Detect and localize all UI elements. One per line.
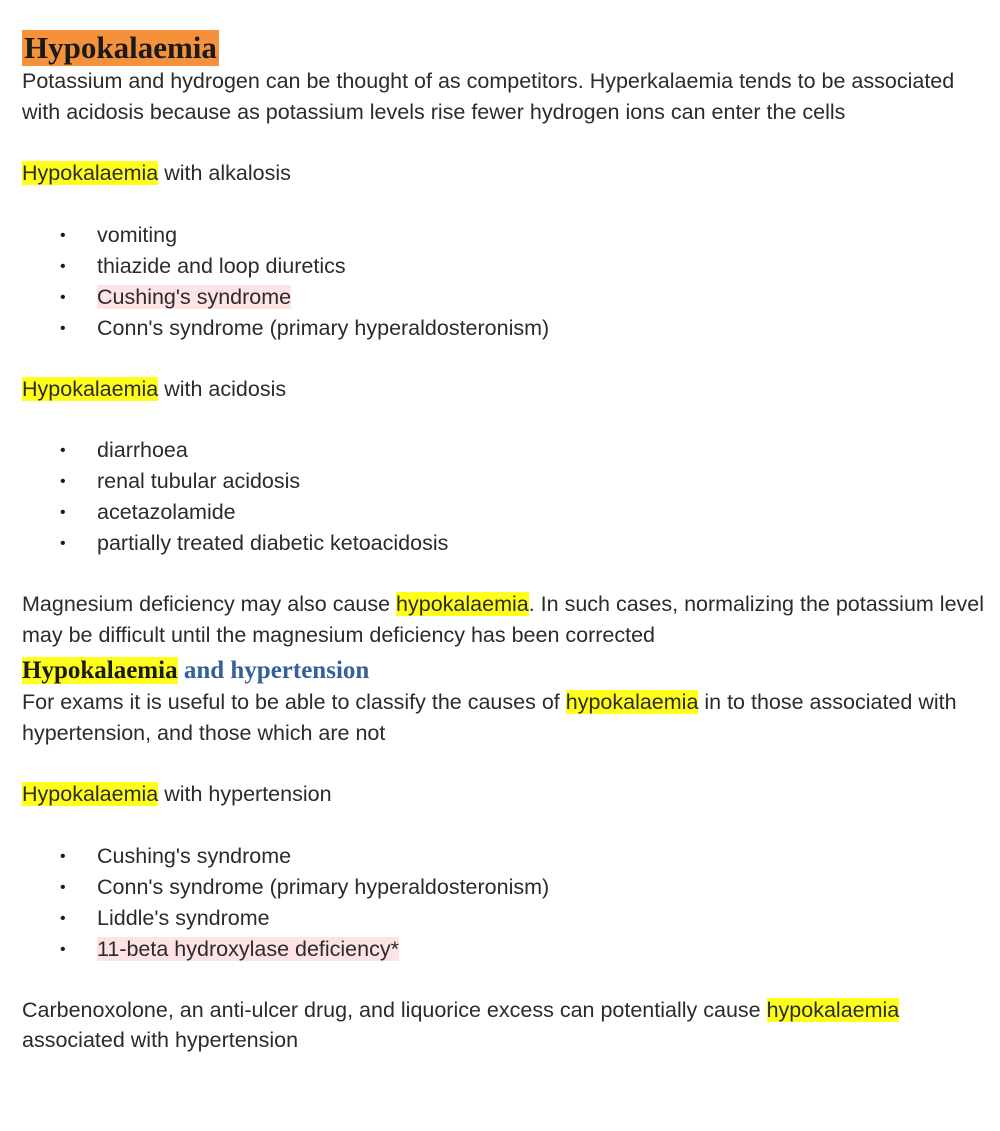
bullet-icon: • — [60, 288, 66, 306]
alkalosis-list — [22, 220, 994, 344]
alkalosis-label-rest: with alkalosis — [158, 161, 291, 185]
page-title: Hypokalaemia — [24, 30, 217, 65]
list-item: • vomiting — [22, 220, 994, 251]
bullet-icon: • — [60, 878, 66, 896]
list-item: • thiazide and loop diuretics — [22, 251, 994, 282]
acidosis-list — [22, 435, 994, 559]
bullet-icon: • — [60, 442, 66, 459]
list-item: • Conn's syndrome (primary hyperaldosteronism) — [22, 313, 994, 344]
hypertension-label-highlight: Hypokalaemia — [22, 782, 159, 806]
list-item: • acetazolamide — [22, 497, 994, 528]
bullet-icon: • — [60, 257, 66, 275]
bullet-icon: • — [60, 473, 66, 490]
list-item: • Conn's syndrome (primary hyperaldosteronism) — [22, 872, 994, 903]
alkalosis-label-highlight: Hypokalaemia — [22, 161, 159, 185]
bullet-icon: • — [60, 535, 66, 552]
intro-paragraph: Potassium and hydrogen can be thought of as competitors. Hyperkalaemia tends to be associated with acidosis because as potassium levels rise fewer hydrogen ions can enter the cells — [22, 69, 955, 124]
hypertension-label-rest: with hypertension — [158, 782, 332, 806]
list-item: • renal tubular acidosis — [22, 466, 994, 497]
bullet-icon: • — [60, 319, 66, 337]
list-item: • 11-beta hydroxylase deficiency* — [22, 934, 994, 965]
hypertension-label — [22, 779, 994, 810]
carbenoxolone-paragraph: Carbenoxolone, an anti-ulcer drug, and liquorice excess can potentially cause hypokalaemia associated with hypertension — [22, 997, 900, 1052]
list-item: • diarrhoea — [22, 435, 994, 466]
subheading-hypokalaemia-hypertension: Hypokalaemia and hypertension — [22, 657, 370, 684]
hypertension-list — [22, 841, 994, 965]
bullet-icon: • — [60, 940, 66, 958]
document-page — [22, 30, 994, 1056]
list-item: • Liddle's syndrome — [22, 903, 994, 934]
bullet-icon: • — [60, 847, 66, 865]
list-item: • Cushing's syndrome — [22, 841, 994, 872]
bullet-icon: • — [60, 504, 66, 521]
acidosis-label-rest: with acidosis — [158, 376, 287, 401]
acidosis-label — [22, 374, 994, 405]
alkalosis-label — [22, 158, 994, 189]
magnesium-paragraph: Magnesium deficiency may also cause hypokalaemia. In such cases, normalizing the potassium level may be difficult until the magnesium deficiency has been corrected — [22, 592, 985, 647]
exams-paragraph: For exams it is useful to be able to classify the causes of hypokalaemia in to those associated with hypertension, and those which are not — [22, 690, 957, 745]
bullet-icon: • — [60, 226, 66, 244]
acidosis-label-highlight: Hypokalaemia — [22, 376, 159, 401]
list-item: • partially treated diabetic ketoacidosis — [22, 528, 994, 559]
bullet-icon: • — [60, 909, 66, 927]
list-item: • Cushing's syndrome — [22, 282, 994, 313]
